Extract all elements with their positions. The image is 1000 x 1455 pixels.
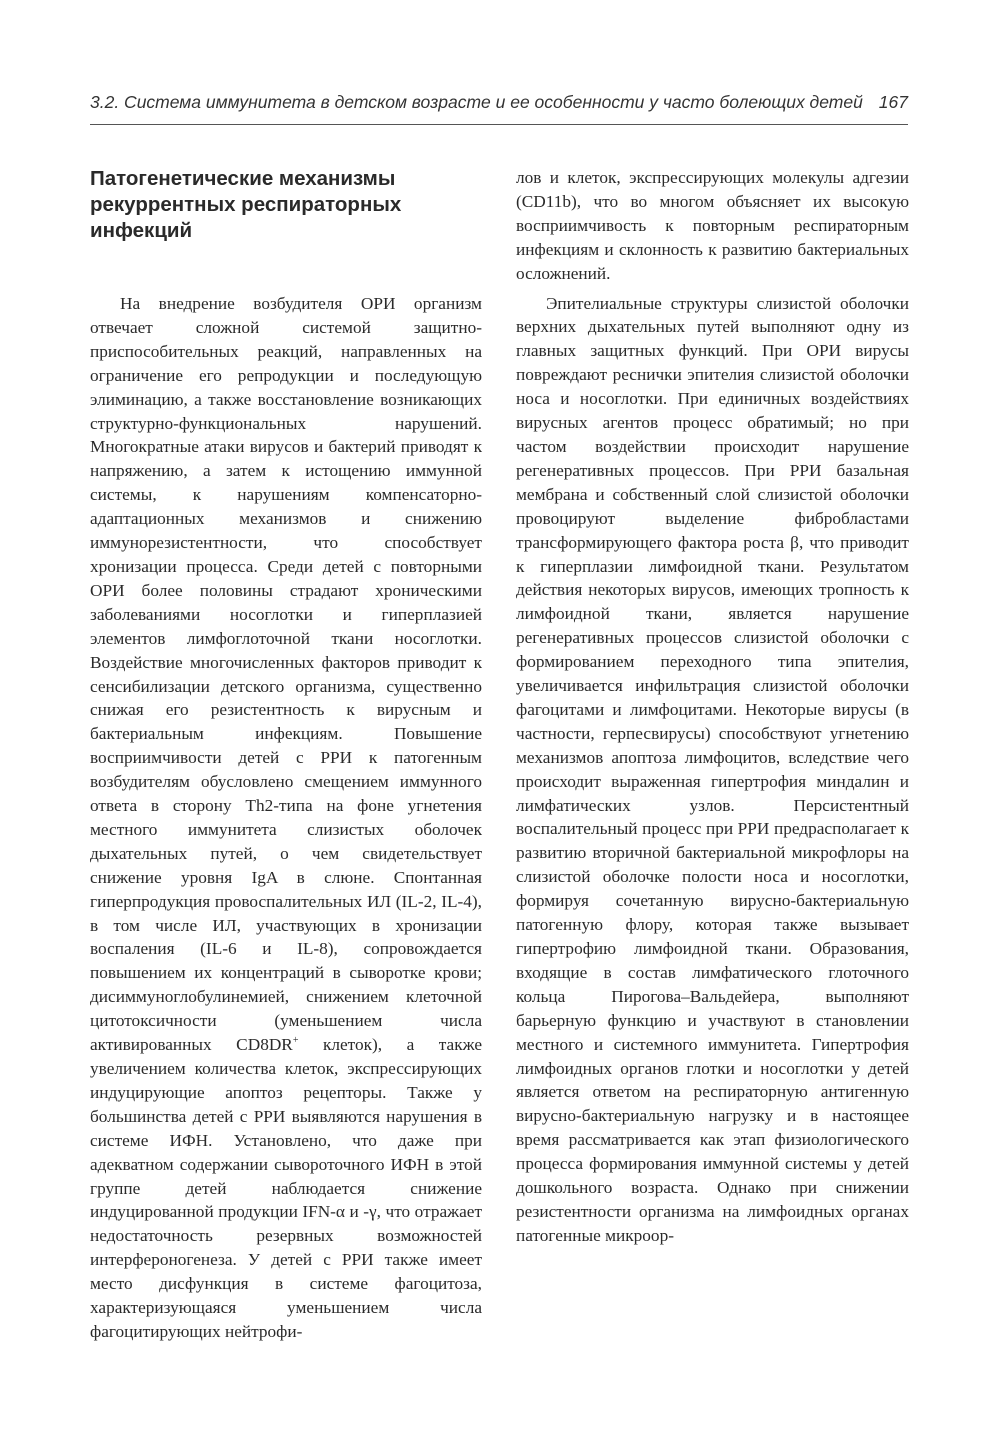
- section-heading: Патогенетические механизмы рекуррентных респираторных инфекций: [90, 167, 402, 242]
- page-number: 167: [878, 92, 908, 112]
- running-header: [90, 92, 908, 125]
- left-paragraph-1: [90, 292, 482, 1344]
- right-paragraph-2: Эпителиальные структуры слизистой оболочки верхних дыхательных путей выполняют одну из главных защитных функций. При ОРИ вирусы повреждают реснички эпителия слизистой оболочки носа и носоглотки. При единичных воздействиях вирусных агентов процесс обратимый; но при частом воздействии происходит нарушение регенеративных процессов. При РРИ базальная мембрана и собственный слой слизистой оболочки провоцируют выделение фибробластами трансформирующего фактора роста β, что приводит к гиперплазии лимфоидной ткани. Результатом действия некоторых вирусов, имеющих тропность к лимфоидной ткани, является нарушение регенеративных процессов слизистой оболочки с формированием переходного типа эпителия, увеличивается инфильтрация слизистой оболочки фагоцитами и лимфоцитами. Некоторые вирусы (в частности, герпесвирусы) способствуют угнетению механизмов апоптоза лимфоцитов, вследствие чего происходит выраженная гипертрофия миндалин и лимфатических узлов. Персистентный воспалительный процесс при РРИ предрасполагает к развитию вторичной бактериальной микрофлоры на слизистой оболочке полости носа и носоглотки, формируя сочетанную вирусно-бактериальную патогенную флору, которая также вызывает гипертрофию лимфоидной ткани. Образования, входящие в состав лимфатического глоточного кольца Пирогова–Вальдейера, выполняют барьерную функцию и участвуют в становлении местного и системного иммунитета. Гипертрофия лимфоидных органов глотки и носоглотки у детей является ответом на респираторную антигенную вирусно-бактериальную нагрузку и в настоящее время рассматривается как этап физиологического процесса формирования иммунной системы у детей дошкольного возраста. Однако при снижении резистентности организма на лимфоидных органах патогенные микроор-: [516, 293, 909, 1245]
- right-column: [516, 166, 909, 1248]
- left-column: [90, 166, 482, 1344]
- right-paragraph-1: лов и клеток, экспрессирующих молекулы адгезии (CD11b), что во многом объясняет их высокую восприимчивость к повторным респираторным инфекциям и склонность к развитию бактериальных осложнений.: [516, 168, 909, 283]
- left-paragraph-1-part-1: На внедрение возбудителя ОРИ организм отвечает сложной системой защитно-приспособительных реакций, направленных на ограничение его репродукции и последующую элиминацию, а также восстановление возникающих структурно-функциональных нарушений. Многократные атаки вирусов и бактерий приводят к напряжению, а затем к истощению иммунной системы, к нарушениям компенсаторно-адаптационных механизмов и снижению иммунорезистентности, что способствует хронизации процесса. Среди детей с повторными ОРИ более половины страдают хроническими заболеваниями носоглотки и гиперплазией элементов лимфоглоточной ткани носоглотки. Воздействие многочисленных факторов приводит к сенсибилизации детского организма, существенно снижая его резистентность к вирусным и бактериальным инфекциям. Повышение восприимчивости детей с РРИ к патогенным возбудителям обусловлено смещением иммунного ответа в сторону Th2-типа на фоне угнетения местного иммунитета слизистых оболочек дыхательных путей, о чем свидетельствует снижение уровня IgA в слюне. Спонтанная гиперпродукция провоспалительных ИЛ (IL-2, IL-4), в том числе ИЛ, участвующих в хронизации воспаления (IL-6 и IL-8), сопровождается повышением их концентраций в сыворотке крови; дисиммуноглобулинемией, снижением клеточной цитотоксичности (уменьшением числа активированных CD8DR: [90, 294, 482, 1055]
- left-paragraph-1-part-2: клеток), а также увеличением количества клеток, экспрессирующих индуцирующие апоптоз рецепторы. Также у большинства детей с РРИ выявляются нарушения в системе ИФН. Установлено, что даже при адекватном содержании сывороточного ИФН в этой группе детей наблюдается снижение индуцированной продукции IFN-α и -γ, что отражает недостаточность резервных возможностей интерфероногенеза. У детей с РРИ также имеет место дисфункция в системе фагоцитоза, характеризующаяся уменьшением числа фагоцитирующих нейтрофи-: [90, 1035, 483, 1341]
- superscript-plus: +: [292, 1035, 299, 1047]
- running-header-title: 3.2. Система иммунитета в детском возрасте и ее особенности у часто болеющих детей: [90, 92, 863, 112]
